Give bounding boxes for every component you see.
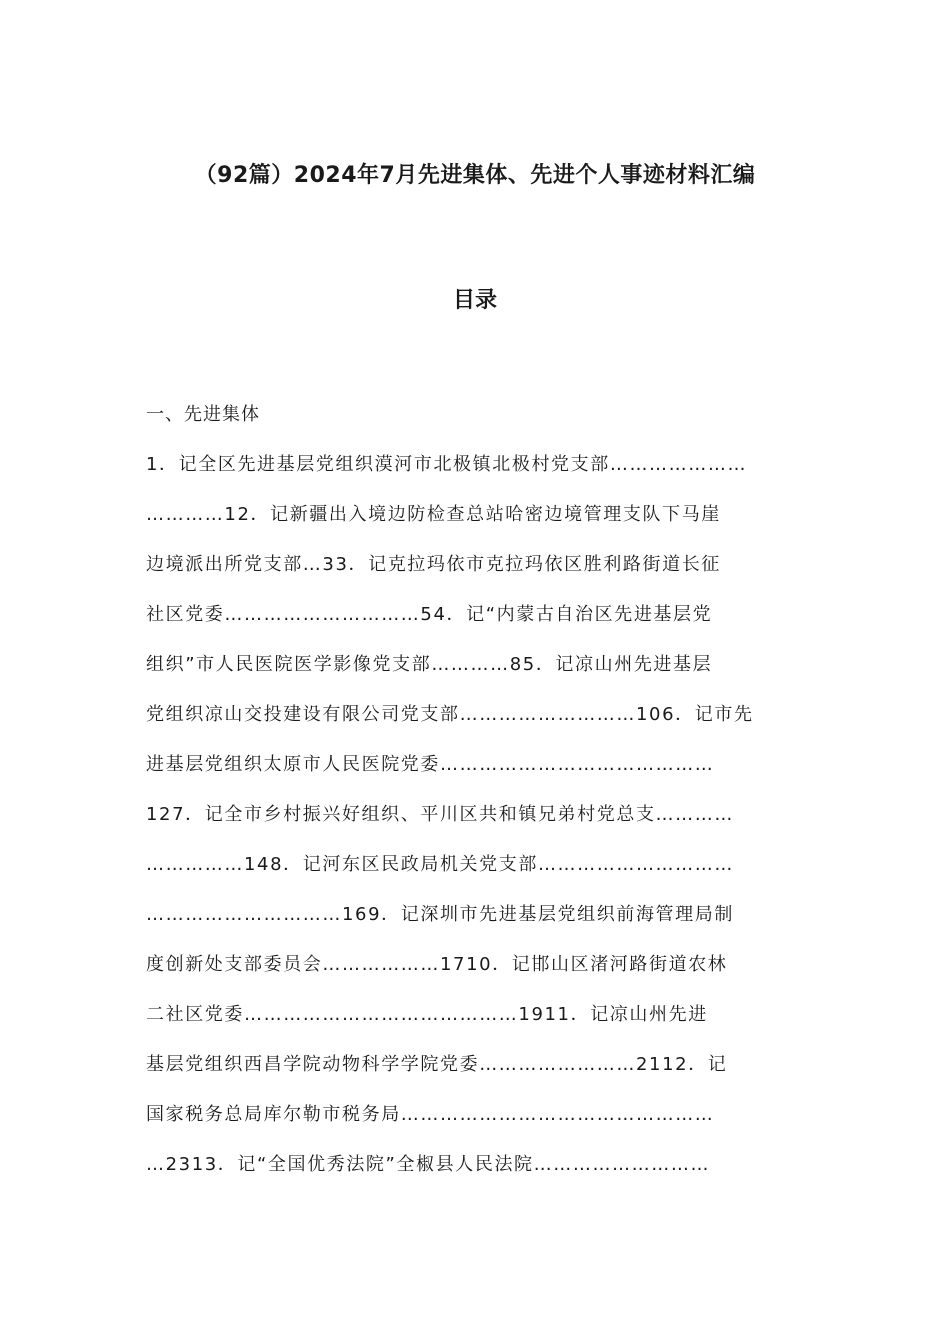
toc-line: 127．记全市乡村振兴好组织、平川区共和镇兄弟村党总支………… [146,804,734,825]
toc-line: 社区党委…………………………54．记“内蒙古自治区先进基层党 [146,604,713,625]
document-title: （92篇）2024年7月先进集体、先进个人事迹材料汇编 [194,163,756,188]
toc-heading: 目录 [452,288,497,313]
toc-line: 二社区党委……………………………………1911．记凉山州先进 [146,1004,708,1025]
toc-line: 进基层党组织太原市人民医院党委…………………………………… [146,754,715,775]
toc-line: 组织”市人民医院医学影像党支部…………85．记凉山州先进基层 [146,654,713,675]
toc-line: ……………148．记河东区民政局机关党支部………………………… [146,854,734,875]
toc-line: 党组织凉山交投建设有限公司党支部………………………106．记市先 [146,704,754,725]
toc-body [146,440,806,1190]
toc-line: …………………………169．记深圳市先进基层党组织前海管理局制 [146,904,734,925]
toc-line: 1．记全区先进基层党组织漠河市北极镇北极村党支部………………… [146,454,748,475]
toc-line: 边境派出所党支部…33．记克拉玛依市克拉玛依区胜利路街道长征 [146,554,721,575]
toc-line: 国家税务总局库尔勒市税务局………………………………………… [146,1104,715,1125]
toc-line: 基层党组织西昌学院动物科学学院党委……………………2112．记 [146,1054,728,1075]
section-heading: 一、先进集体 [146,404,260,425]
toc-line: 度创新处支部委员会………………1710．记邯山区渚河路街道农林 [146,954,728,975]
toc-line: …………12．记新疆出入境边防检查总站哈密边境管理支队下马崖 [146,504,721,525]
toc-line: …2313．记“全国优秀法院”全椒县人民法院……………………… [146,1154,711,1175]
